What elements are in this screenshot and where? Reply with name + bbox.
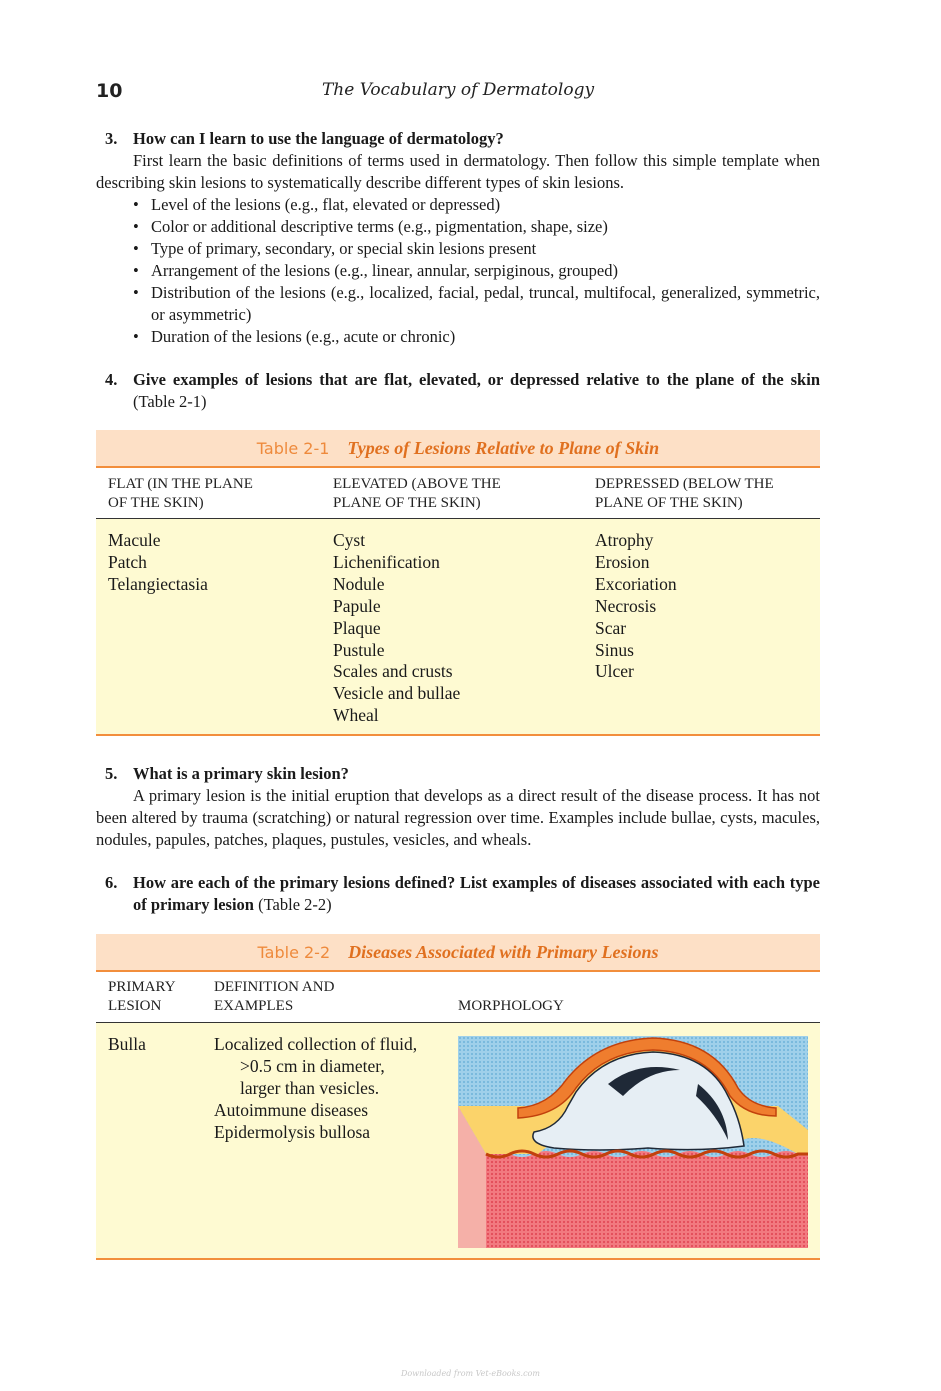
table-body xyxy=(96,519,820,733)
lesion-name-cell: Bulla xyxy=(108,1034,146,1054)
column-header-elevated: ELEVATED (ABOVE THE PLANE OF THE SKIN) xyxy=(333,476,501,511)
answer-paragraph: First learn the basic definitions of terms used in dermatology. Then follow this simple template when describing skin lesions to systematically describe different types of skin lesions. xyxy=(96,151,820,192)
list-item: • Distribution of the lesions (e.g., localized, facial, pedal, truncal, multifocal, generalized, symmetric, or asymmetric) xyxy=(96,282,820,326)
question-number: 6. xyxy=(105,873,118,892)
question-text: What is a primary skin lesion? xyxy=(133,764,349,783)
table-cell: Ulcer xyxy=(595,661,634,682)
table-cell: Lichenification xyxy=(333,551,440,572)
running-title: The Vocabulary of Dermatology xyxy=(321,80,595,100)
question-text: Give examples of lesions that are flat, elevated, or depressed relative to the plane of the skin xyxy=(133,370,820,389)
table-2-2 xyxy=(96,934,820,1260)
list-item: • Color or additional descriptive terms (e.g., pigmentation, shape, size) xyxy=(96,216,820,238)
question-5-section xyxy=(96,763,820,851)
definition-line: larger than vesicles. xyxy=(240,1077,380,1098)
question-text: How are each of the primary lesions defined? List examples of diseases associated with each type of primary lesion xyxy=(133,873,820,914)
table-body xyxy=(96,1023,820,1257)
table-cell: Macule xyxy=(108,530,161,550)
table-2-1 xyxy=(96,430,820,736)
table-cell: Pustule xyxy=(333,639,385,660)
example-disease: Autoimmune diseases xyxy=(214,1099,369,1120)
bullet-list xyxy=(96,194,820,348)
question-6-heading xyxy=(96,872,820,916)
list-item: • Arrangement of the lesions (e.g., linear, annular, serpiginous, grouped) xyxy=(96,260,820,282)
question-3-section xyxy=(96,128,820,348)
table-cell: Nodule xyxy=(333,573,385,594)
question-5-heading xyxy=(96,763,820,785)
table-cell: Scar xyxy=(595,617,627,638)
table-cell: Scales and crusts xyxy=(333,661,453,682)
table-cell: Excoriation xyxy=(595,573,677,594)
table-caption xyxy=(96,430,820,468)
table-header-row xyxy=(96,972,820,1023)
table-cell: Papule xyxy=(333,595,381,616)
definition-line: >0.5 cm in diameter, xyxy=(240,1055,385,1076)
column-header-definition: DEFINITION AND EXAMPLES xyxy=(214,979,335,1014)
table-cell: Patch xyxy=(108,551,147,572)
table-cell: Plaque xyxy=(333,617,381,638)
table-cell: Telangiectasia xyxy=(108,573,208,594)
table-header-row xyxy=(96,468,820,519)
column-header-morphology: MORPHOLOGY xyxy=(458,998,564,1014)
table-title: Diseases Associated with Primary Lesions xyxy=(348,941,659,962)
table-caption xyxy=(96,934,820,972)
answer-paragraph: A primary lesion is the initial eruption that develops as a direct result of the disease process. It has not been altered by trauma (scratching) or natural regression over time. Examples include bullae, cysts, macules, nodules, papules, patches, plaques, pustules, vesicles, and wheals. xyxy=(96,786,820,849)
table-cell: Vesicle and bullae xyxy=(333,683,461,704)
list-item: • Duration of the lesions (e.g., acute or chronic) xyxy=(96,326,820,348)
elevated-lesions-column xyxy=(333,530,460,727)
dermis-layer xyxy=(486,1151,808,1248)
column-header-depressed: DEPRESSED (BELOW THE PLANE OF THE SKIN) xyxy=(595,476,774,511)
question-number: 3. xyxy=(105,129,118,148)
flat-lesions-column xyxy=(108,530,208,596)
download-watermark: Downloaded from Vet-eBooks.com xyxy=(401,1369,540,1378)
table-reference: (Table 2-2) xyxy=(258,895,332,914)
table-cell: Cyst xyxy=(333,530,366,550)
depressed-lesions-column xyxy=(595,530,677,683)
question-4-section xyxy=(96,369,820,413)
example-disease: Epidermolysis bullosa xyxy=(214,1121,371,1142)
question-text: How can I learn to use the language of dermatology? xyxy=(133,129,504,148)
list-item: • Type of primary, secondary, or special skin lesions present xyxy=(96,238,820,260)
table-cell: Sinus xyxy=(595,639,634,660)
table-cell: Necrosis xyxy=(595,595,657,616)
column-header-flat: FLAT (IN THE PLANE OF THE SKIN) xyxy=(108,476,253,511)
question-number: 4. xyxy=(105,370,118,389)
table-number: Table 2-2 xyxy=(257,942,331,962)
table-cell: Wheal xyxy=(333,705,379,726)
definition-line: Localized collection of fluid, xyxy=(214,1034,418,1054)
question-6-section xyxy=(96,872,820,916)
column-header-primary-lesion: PRIMARY LESION xyxy=(108,979,176,1014)
running-header xyxy=(96,78,820,106)
bulla-morphology-illustration xyxy=(458,1036,808,1248)
page-number: 10 xyxy=(96,80,123,102)
question-3-heading xyxy=(96,128,820,150)
bulla-diagram-svg xyxy=(458,1036,808,1248)
definition-cell xyxy=(214,1034,417,1144)
question-4-heading xyxy=(96,369,820,413)
table-cell: Erosion xyxy=(595,551,650,572)
table-number: Table 2-1 xyxy=(256,438,330,458)
list-item: • Level of the lesions (e.g., flat, elevated or depressed) xyxy=(96,194,820,216)
table-cell: Atrophy xyxy=(595,530,654,550)
table-reference: (Table 2-1) xyxy=(133,392,207,411)
table-title: Types of Lesions Relative to Plane of Skin xyxy=(347,437,660,458)
question-number: 5. xyxy=(105,764,118,783)
